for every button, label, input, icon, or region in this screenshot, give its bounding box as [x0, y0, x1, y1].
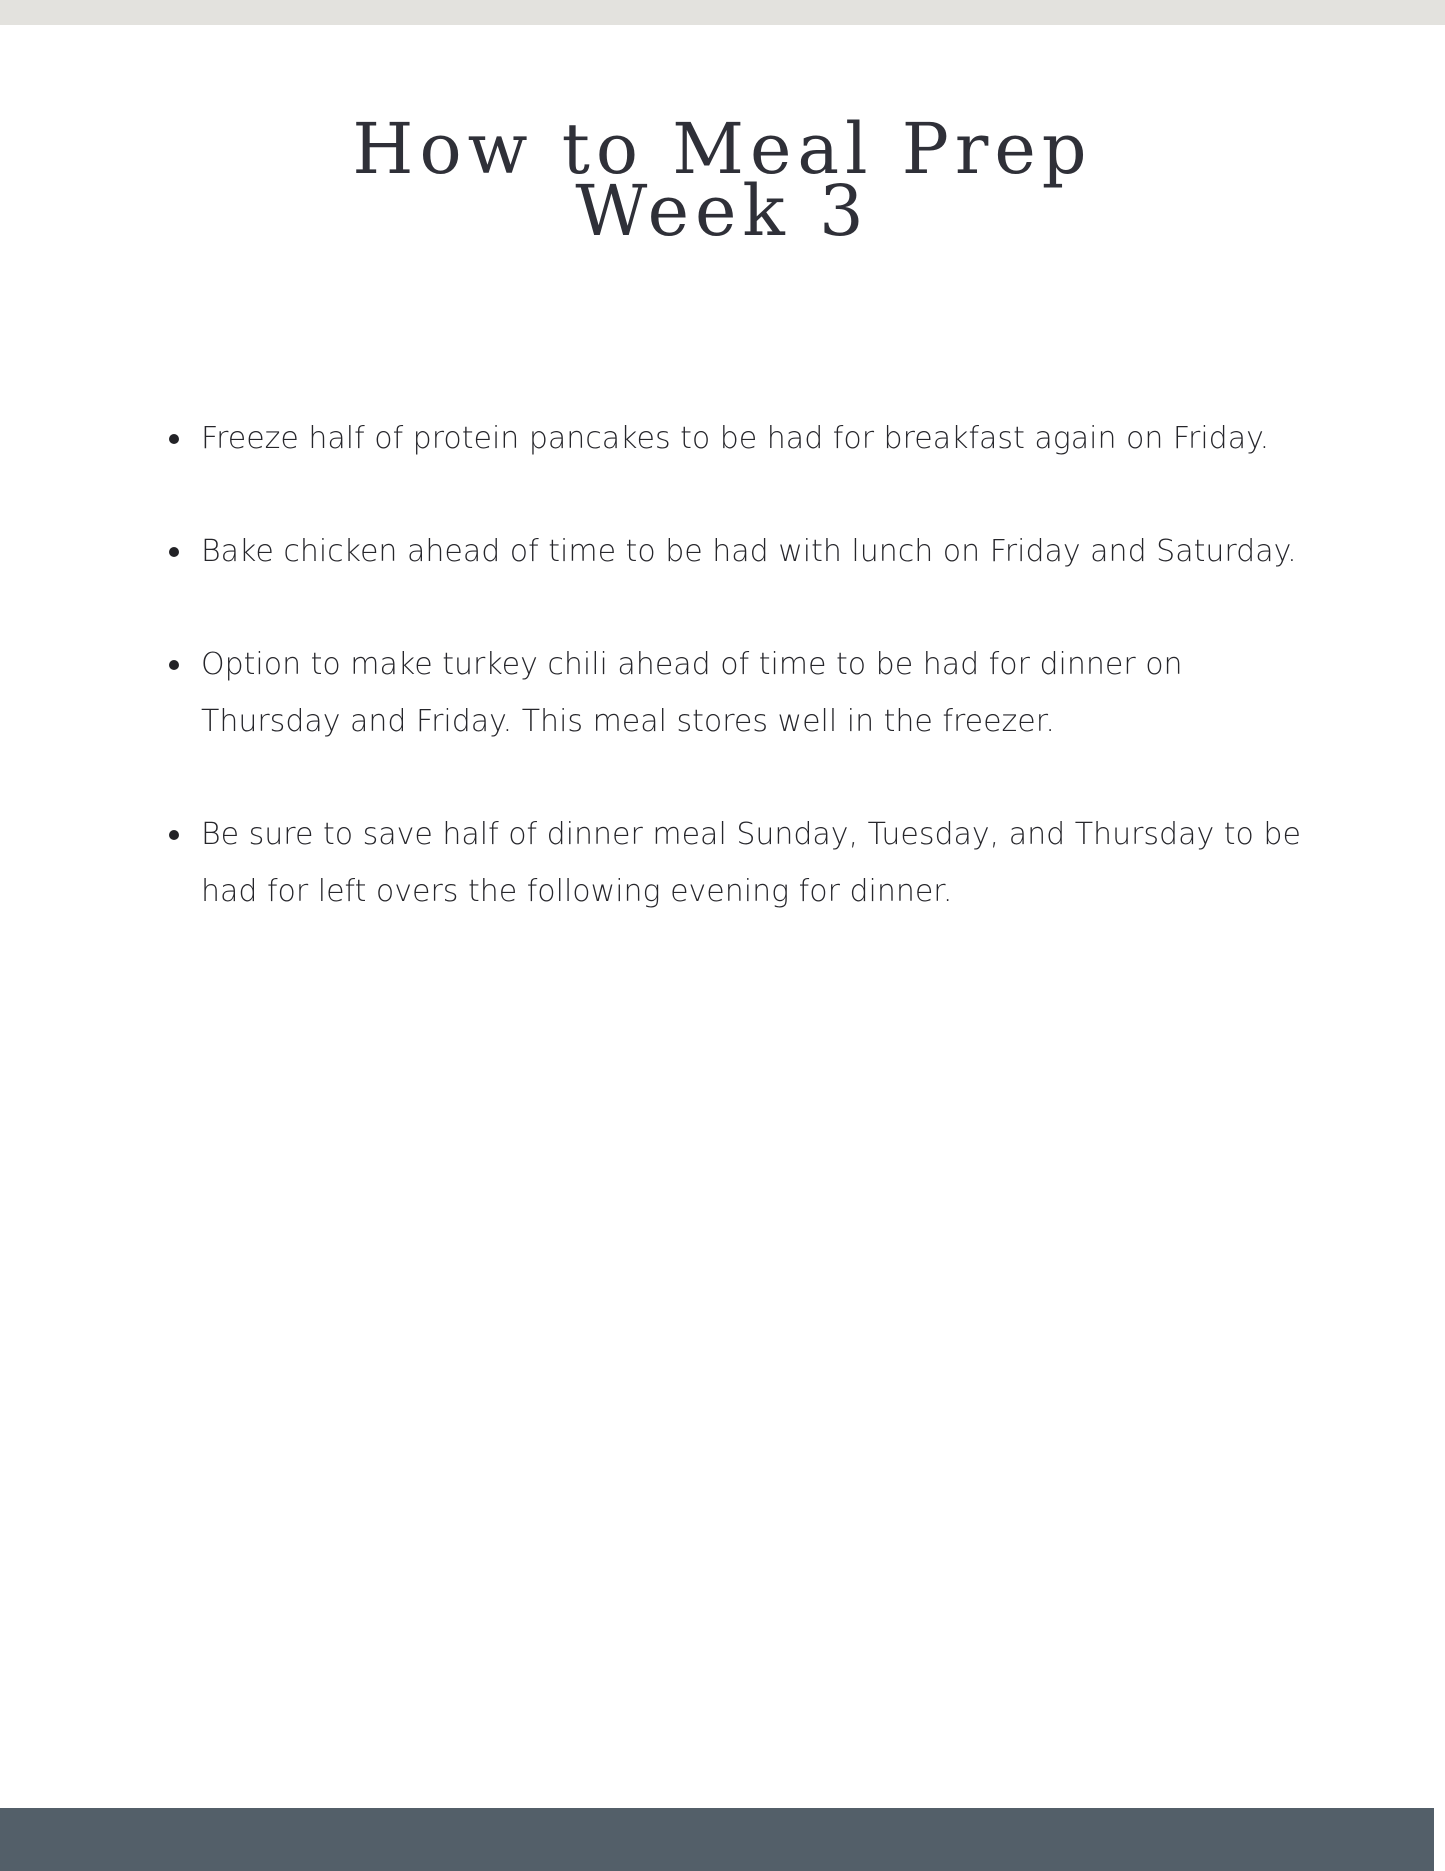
title-line-1: How to Meal Prep — [352, 108, 1093, 190]
list-item-text: Option to make turkey chili ahead of time to be had for dinner on Thursday and Friday. This meal stores well in the freezer. — [201, 647, 1183, 739]
title-line-2: Week 3 — [575, 170, 870, 252]
bullet-icon — [169, 434, 179, 444]
list-item-text: Freeze half of protein pancakes to be had for breakfast again on Friday. — [201, 421, 1270, 456]
bullet-icon — [169, 660, 179, 670]
list-item — [166, 636, 1316, 750]
bottom-footer-band — [0, 1808, 1434, 1871]
bullet-icon — [169, 830, 179, 840]
list-item-text: Be sure to save half of dinner meal Sunday, Tuesday, and Thursday to be had for left overs the following evening for dinner. — [201, 817, 1301, 909]
page-title — [0, 108, 1445, 252]
bullet-icon — [169, 547, 179, 557]
meal-prep-tips-list — [166, 410, 1316, 976]
list-item — [166, 806, 1316, 920]
list-item — [166, 410, 1316, 467]
top-decorative-band — [0, 0, 1445, 25]
list-item-text: Bake chicken ahead of time to be had with lunch on Friday and Saturday. — [201, 534, 1297, 569]
list-item — [166, 523, 1316, 580]
